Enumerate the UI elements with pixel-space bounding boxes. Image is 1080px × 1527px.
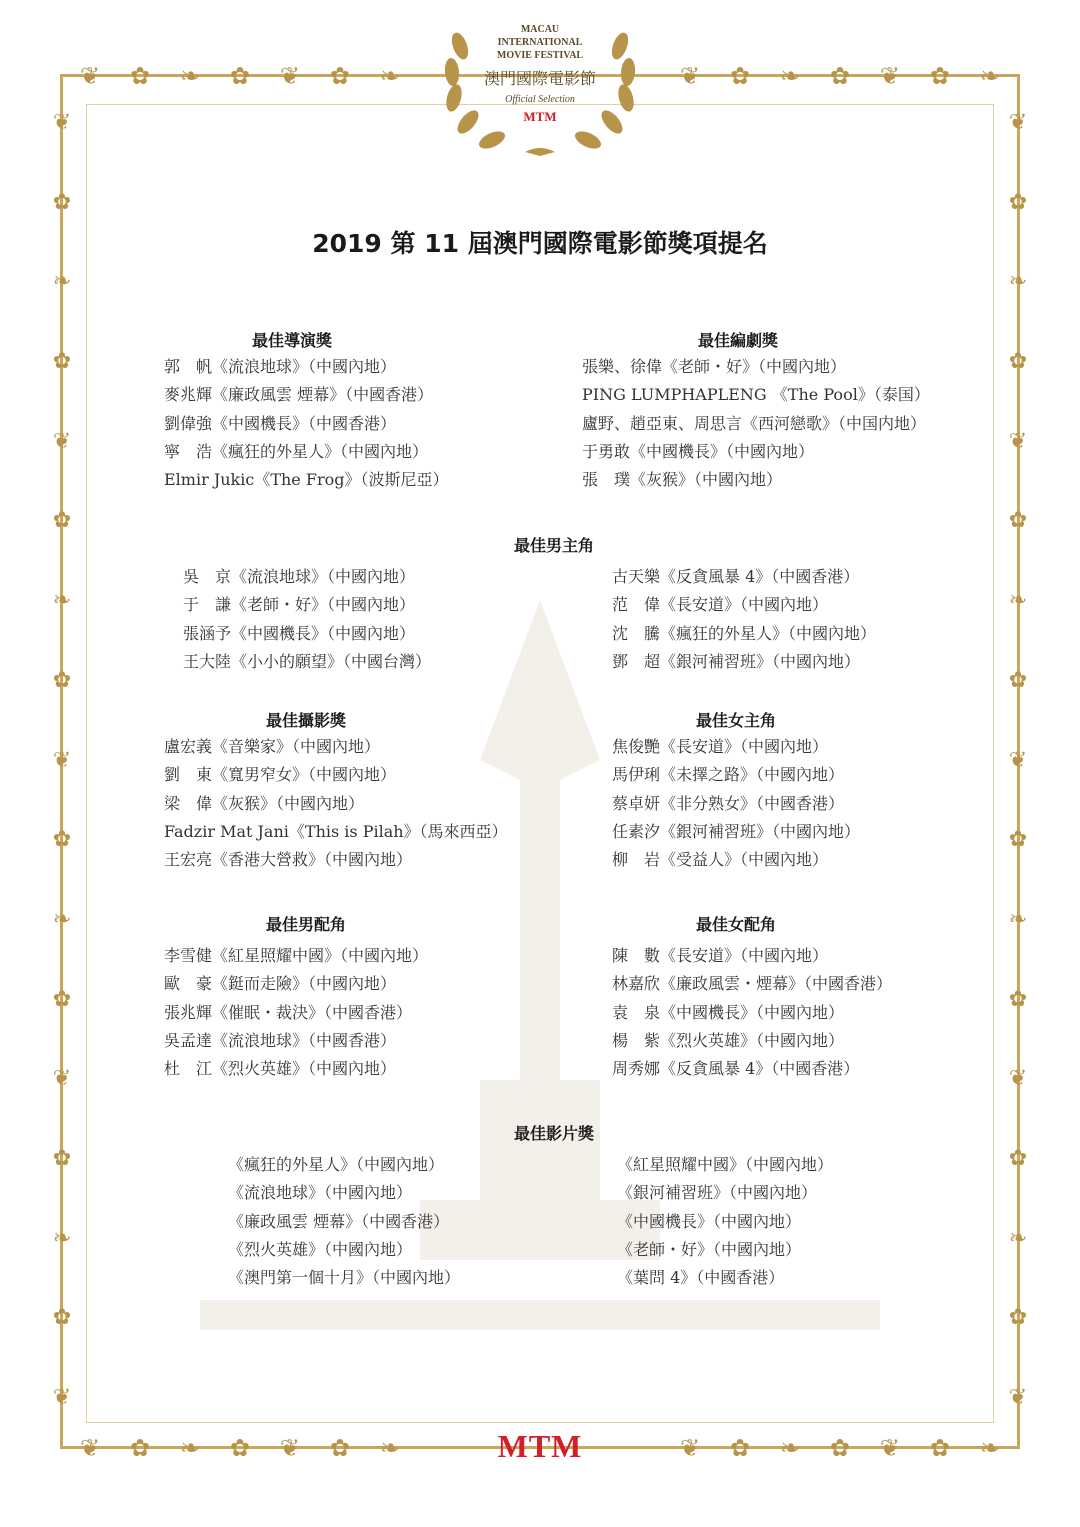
best-actor-list-left [183,563,431,676]
list-item: 于 謙《老師・好》（中國內地） [183,595,416,615]
list-item: 蔡卓妍《非分熟女》（中國香港） [612,793,845,813]
list-item: 張 璞《灰猴》（中國內地） [582,470,783,490]
badge-line-1: MACAU [520,24,560,35]
ornament-bottom-right: ❦ ✿ ❧ ✿ ❦ ✿ ❧ [680,1434,1000,1462]
list-item: 鄧 超《銀河補習班》（中國內地） [612,651,861,671]
list-item: 《紅星照耀中國》（中國內地） [617,1155,834,1174]
list-item: 楊 紫《烈火英雄》（中國內地） [612,1030,845,1050]
list-item: 吳 京《流浪地球》（中國內地） [183,567,416,586]
best-film-title: 最佳影片獎 [513,1124,594,1143]
list-item: Elmir Jukic《The Frog》（波斯尼亞） [164,470,449,490]
best-cinematography-title: 最佳攝影獎 [265,711,346,730]
best-film-list-left [228,1151,460,1292]
list-item: 范 偉《長安道》（中國內地） [612,595,829,615]
list-item: 袁 泉《中國機長》（中國內地） [612,1002,845,1022]
list-item: 張兆輝《催眠・裁決》（中國香港） [164,1002,413,1022]
list-item: 焦俊艷《長安道》（中國內地） [612,737,829,756]
list-item: Fadzir Mat Jani《This is Pilah》（馬來西亞） [164,821,508,841]
list-item: 寧 浩《瘋狂的外星人》（中國內地） [164,441,429,461]
best-director-title: 最佳導演獎 [251,331,332,350]
best-screenplay-list [582,353,930,494]
best-supporting-actor-list [164,942,428,1083]
festival-badge [430,6,650,158]
best-film-list-right [617,1151,833,1292]
ornament-top-left: ❦ ✿ ❧ ✿ ❦ ✿ ❧ [80,62,400,90]
list-item: 《老師・好》（中國內地） [617,1239,802,1259]
list-item: 任素汐《銀河補習班》（中國內地） [612,821,861,841]
list-item: 《中國機長》（中國內地） [617,1211,802,1231]
best-supporting-actress-title: 最佳女配角 [695,915,776,934]
badge-line-3: MOVIE FESTIVAL [496,50,584,61]
best-actor-title: 最佳男主角 [513,536,594,555]
list-item: 麥兆輝《廉政風雲 煙幕》（中國香港） [164,385,434,405]
ornament-right-column: ❦ ✿ ❧ ✿ ❦ ✿ ❧ ✿ ❦ ✿ ❧ ✿ ❦ ✿ ❧ ✿ ❦ [1008,110,1028,1410]
list-item: 盧宏義《音樂家》（中國內地） [164,737,381,756]
list-item: 梁 偉《灰猴》（中國內地） [164,793,365,813]
list-item: 《瘋狂的外星人》（中國內地） [228,1155,445,1174]
footer-brand-logo: MTM [497,1428,583,1464]
best-supporting-actor-title: 最佳男配角 [265,915,346,934]
list-item: 古天樂《反貪風暴 4》（中國香港） [612,567,860,586]
list-item: 劉偉強《中國機長》（中國香港） [164,413,397,433]
ornament-left-column: ❦ ✿ ❧ ✿ ❦ ✿ ❧ ✿ ❦ ✿ ❧ ✿ ❦ ✿ ❧ ✿ ❦ [52,110,72,1410]
list-item: 歐 豪《鋌而走險》（中國內地） [164,974,397,994]
list-item: 馬伊琍《未擇之路》（中國內地） [612,765,845,785]
list-item: 李雪健《紅星照耀中國》（中國內地） [164,946,429,965]
list-item: 張涵予《中國機長》（中國內地） [183,623,416,643]
list-item: 廬野、趙亞東、周思言《西河戀歌》（中国内地） [582,413,927,433]
list-item: 《葉問 4》（中國香港） [617,1268,785,1288]
list-item: 《澳門第一個十月》（中國內地） [228,1268,461,1288]
badge-line-2: INTERNATIONAL [497,37,583,48]
best-screenplay-title: 最佳編劇獎 [697,331,778,350]
best-supporting-actress-list [612,942,892,1083]
badge-chinese-name: 澳門國際電影節 [483,69,596,88]
list-item: 林嘉欣《廉政風雲・煙幕》（中國香港） [612,974,893,994]
badge-selection: Official Selection [505,94,575,105]
list-item: 《流浪地球》（中國內地） [228,1183,413,1203]
badge-brand: MTM [523,109,557,124]
list-item: 張樂、徐偉《老師・好》（中國內地） [582,357,847,376]
list-item: 吳孟達《流浪地球》（中國香港） [164,1030,397,1050]
list-item: 《烈火英雄》（中國內地） [228,1239,413,1259]
list-item: 王宏亮《香港大營救》（中國內地） [164,850,413,870]
list-item: 于勇敢《中國機長》（中國內地） [582,441,815,461]
list-item: 沈 騰《瘋狂的外星人》（中國內地） [612,623,877,643]
list-item: PING LUMPHAPLENG 《The Pool》（泰国） [582,385,930,405]
best-actress-title: 最佳女主角 [695,711,776,730]
ornament-bottom-left: ❦ ✿ ❧ ✿ ❦ ✿ ❧ [80,1434,400,1462]
list-item: 陳 數《長安道》（中國內地） [612,946,829,965]
list-item: 周秀娜《反貪風暴 4》（中國香港） [612,1059,860,1079]
list-item: 杜 江《烈火英雄》（中國內地） [164,1059,397,1079]
page-title: 2019 第 11 屆澳門國際電影節獎項提名 [312,229,768,258]
best-cinematography-list [164,733,508,874]
list-item: 王大陸《小小的願望》（中國台灣） [183,651,432,671]
list-item: 劉 東《寬男窄女》（中國內地） [164,765,397,785]
ornament-top-right: ❦ ✿ ❧ ✿ ❦ ✿ ❧ [680,62,1000,90]
best-actor-list-right [612,563,876,676]
list-item: 郭 帆《流浪地球》（中國內地） [164,357,397,376]
best-actress-list [612,733,860,874]
list-item: 《銀河補習班》（中國內地） [617,1183,818,1203]
best-director-list [164,353,448,494]
list-item: 《廉政風雲 煙幕》（中國香港） [228,1211,450,1231]
list-item: 柳 岩《受益人》（中國內地） [612,850,829,870]
